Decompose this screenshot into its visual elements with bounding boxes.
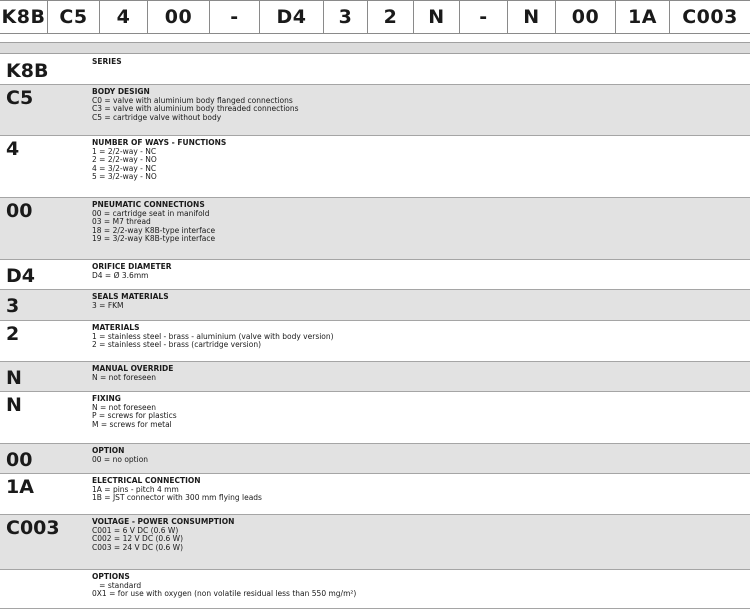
spec-code: 3 xyxy=(6,295,20,317)
spec-code: N xyxy=(6,394,22,416)
spec-option-line: 2 = 2/2-way - NO xyxy=(92,155,157,165)
spec-title: ELECTRICAL CONNECTION xyxy=(92,476,201,485)
spec-description xyxy=(92,88,299,122)
spec-title: FIXING xyxy=(92,394,121,403)
spec-row xyxy=(0,392,750,444)
spec-title: BODY DESIGN xyxy=(92,87,150,96)
code-cell: C5 xyxy=(48,1,100,33)
spec-option-line: 18 = 2/2-way K8B-type interface xyxy=(92,225,216,235)
spec-option-line: D4 = Ø 3.6mm xyxy=(92,270,149,280)
spec-description xyxy=(92,365,173,382)
spec-description xyxy=(92,324,334,350)
spec-title: PNEUMATIC CONNECTIONS xyxy=(92,200,205,209)
spec-title: OPTION xyxy=(92,446,125,455)
code-cell: 2 xyxy=(368,1,414,33)
spec-title: MATERIALS xyxy=(92,323,140,332)
spec-title: SEALS MATERIALS xyxy=(92,292,169,301)
spec-row xyxy=(0,136,750,198)
code-cell: 3 xyxy=(324,1,368,33)
spec-title: MANUAL OVERRIDE xyxy=(92,364,174,373)
spec-description xyxy=(92,447,148,464)
spec-row xyxy=(0,290,750,321)
spec-row xyxy=(0,55,750,85)
spec-option-line: 2 = stainless steel - brass (cartridge version) xyxy=(92,340,262,350)
spec-row xyxy=(0,85,750,136)
spec-row xyxy=(0,321,750,362)
spec-code: D4 xyxy=(6,265,35,287)
code-cell: N xyxy=(508,1,556,33)
spec-code: K8B xyxy=(6,60,49,82)
spec-title: NUMBER OF WAYS - FUNCTIONS xyxy=(92,138,227,147)
spec-title: OPTIONS xyxy=(92,572,130,581)
spec-row xyxy=(0,198,750,260)
spec-code: 4 xyxy=(6,138,20,160)
spec-row xyxy=(0,474,750,515)
spec-description xyxy=(92,477,262,503)
spec-option-line: N = not foreseen xyxy=(92,402,156,412)
spec-code: 2 xyxy=(6,323,20,345)
spec-description xyxy=(92,573,356,599)
spec-row xyxy=(0,515,750,570)
code-cell: D4 xyxy=(260,1,324,33)
spec-code: 00 xyxy=(6,449,33,471)
spec-row xyxy=(0,260,750,290)
code-cell: 1A xyxy=(616,1,670,33)
spec-code: 00 xyxy=(6,200,33,222)
spec-row xyxy=(0,362,750,392)
code-cell: - xyxy=(210,1,260,33)
spec-option-line: = standard xyxy=(92,580,142,590)
separator-bar xyxy=(0,42,750,54)
spec-description xyxy=(92,58,122,67)
spec-option-line: 5 = 3/2-way - NO xyxy=(92,172,157,182)
spec-option-line: C001 = 6 V DC (0.6 W) xyxy=(92,525,179,535)
spec-code: C003 xyxy=(6,517,60,539)
spec-option-line: C5 = cartridge valve without body xyxy=(92,112,222,122)
spec-title: VOLTAGE - POWER CONSUMPTION xyxy=(92,517,235,526)
spec-option-line: 1 = 2/2-way - NC xyxy=(92,146,157,156)
spec-option-line: M = screws for metal xyxy=(92,419,172,429)
spec-description xyxy=(92,139,226,182)
spec-description xyxy=(92,201,215,244)
spec-option-line: 19 = 3/2-way K8B-type interface xyxy=(92,234,216,244)
code-cell: K8B xyxy=(0,1,48,33)
spec-description xyxy=(92,263,172,280)
spec-option-line: C3 = valve with aluminium body threaded connections xyxy=(92,104,299,114)
code-cell: 4 xyxy=(100,1,148,33)
spec-title: ORIFICE DIAMETER xyxy=(92,262,172,271)
code-cell: 00 xyxy=(556,1,616,33)
spec-description xyxy=(92,293,169,310)
spec-option-line: 1B = JST connector with 300 mm flying leads xyxy=(92,493,262,503)
spec-option-line: 1 = stainless steel - brass - aluminium (valve with body version) xyxy=(92,331,334,341)
spec-option-line: C0 = valve with aluminium body flanged connections xyxy=(92,95,293,105)
spec-option-line: P = screws for plastics xyxy=(92,411,177,421)
spec-option-line: 1A = pins - pitch 4 mm xyxy=(92,484,179,494)
spec-option-line: 3 = FKM xyxy=(92,300,124,310)
spec-code: 1A xyxy=(6,476,34,498)
spec-option-line: 0X1 = for use with oxygen (non volatile residual less than 550 mg/m²) xyxy=(92,589,357,599)
spec-option-line: 03 = M7 thread xyxy=(92,217,151,227)
spec-option-line: N = not foreseen xyxy=(92,372,156,382)
spec-option-line: 4 = 3/2-way - NC xyxy=(92,163,157,173)
code-cell: N xyxy=(414,1,460,33)
spec-code: C5 xyxy=(6,87,34,109)
spec-option-line: C003 = 24 V DC (0.6 W) xyxy=(92,542,184,552)
spec-option-line: 00 = no option xyxy=(92,454,149,464)
spec-row xyxy=(0,570,750,609)
ordering-code-strip xyxy=(0,0,750,34)
spec-title: SERIES xyxy=(92,57,122,66)
code-cell: 00 xyxy=(148,1,210,33)
spec-description xyxy=(92,518,234,552)
spec-row xyxy=(0,444,750,474)
spec-code: N xyxy=(6,367,22,389)
spec-option-line: C002 = 12 V DC (0.6 W) xyxy=(92,534,184,544)
code-cell: C003 xyxy=(682,6,738,28)
spec-description xyxy=(92,395,177,429)
spec-option-line: 00 = cartridge seat in manifold xyxy=(92,208,210,218)
code-cell: - xyxy=(460,1,508,33)
